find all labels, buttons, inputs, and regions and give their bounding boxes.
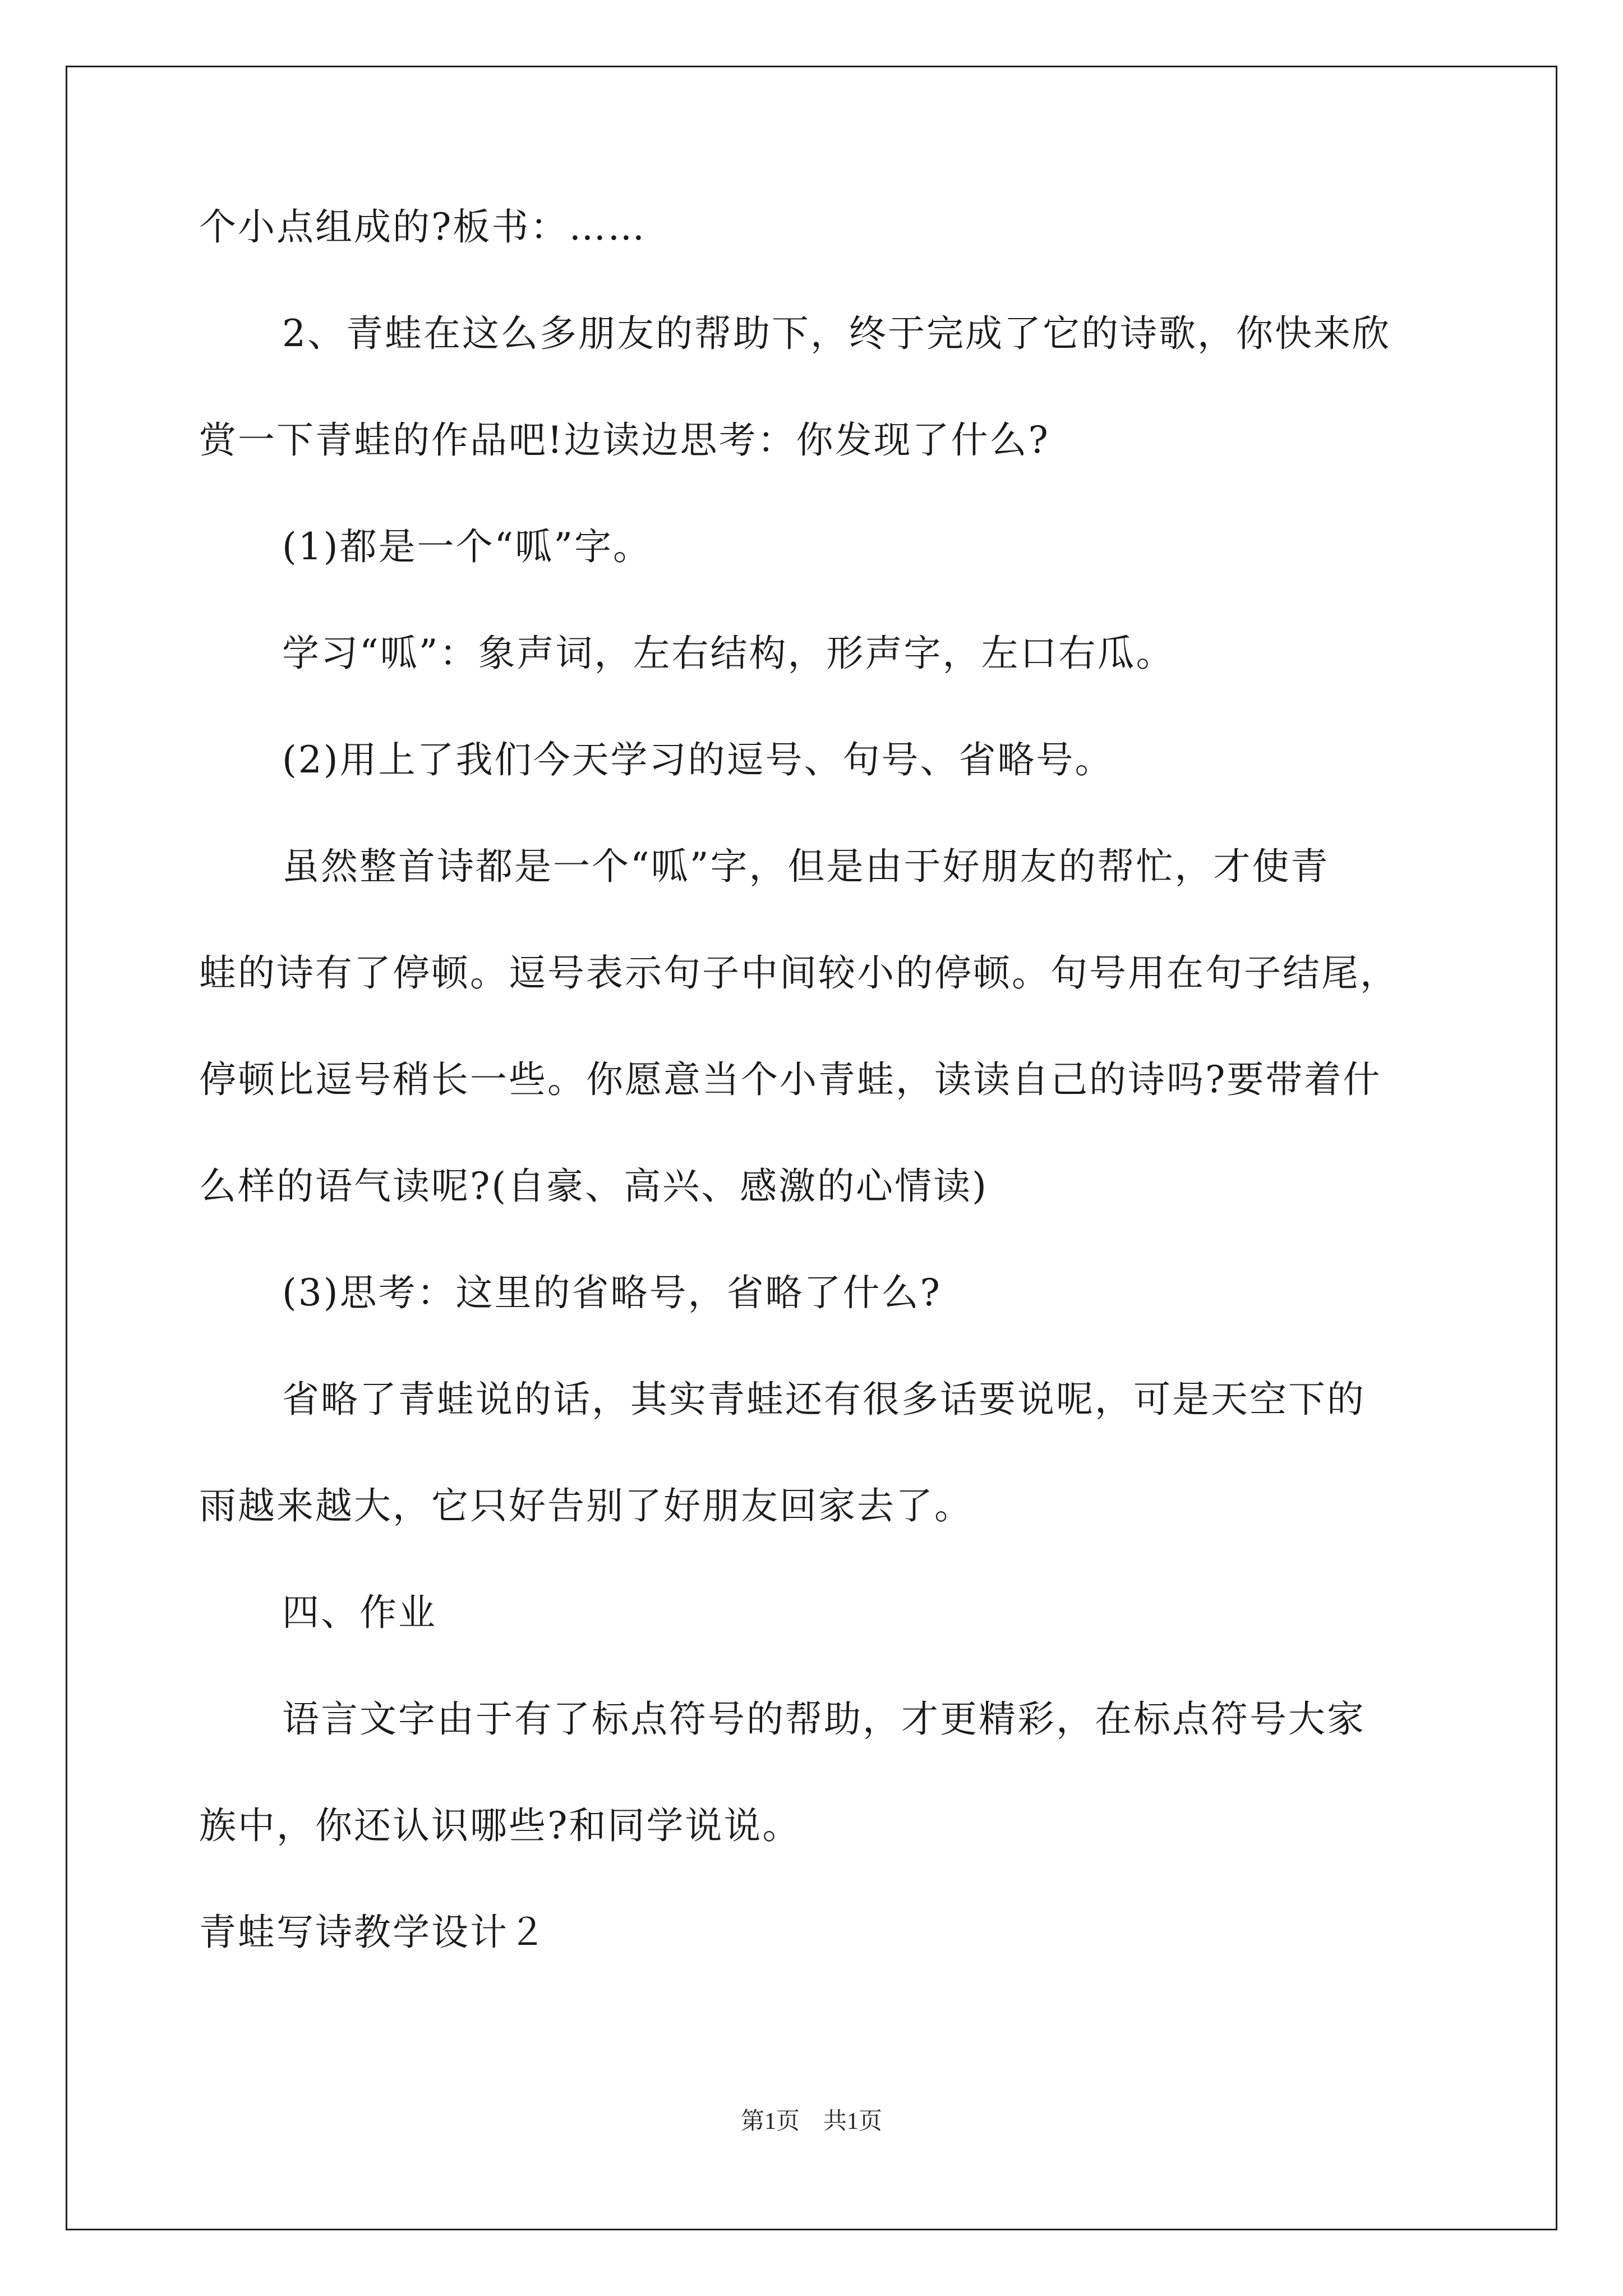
text-line: 省略了青蛙说的话，其实青蛙还有很多话要说呢，可是天空下的 (282, 1378, 1366, 1421)
text-line: 2、青蛙在这么多朋友的帮助下，终于完成了它的诗歌，你快来欣 (282, 312, 1391, 355)
text-line: 雨越来越大，它只好告别了好朋友回家去了。 (199, 1484, 973, 1527)
text-line: 个小点组成的?板书：…… (199, 205, 647, 249)
section-heading: 四、作业 (282, 1591, 437, 1634)
document-title: 青蛙写诗教学设计２ (199, 1911, 547, 1954)
text-line: (3)思考：这里的省略号，省略了什么? (282, 1271, 942, 1314)
text-line: 赏一下青蛙的作品吧!边读边思考：你发现了什么? (199, 418, 1050, 462)
text-line: 学习“呱”：象声词，左右结构，形声字，左口右瓜。 (282, 632, 1175, 675)
text-line: 么样的语气读呢?(自豪、高兴、感激的心情读) (199, 1165, 988, 1208)
page-number: 第1页 共1页 (740, 2109, 882, 2134)
text-line: 停顿比逗号稍长一些。你愿意当个小青蛙，读读自己的诗吗?要带着什 (199, 1058, 1382, 1101)
text-line: 蛙的诗有了停顿。逗号表示句子中间较小的停顿。句号用在句子结尾， (199, 951, 1399, 995)
text-line: (2)用上了我们今天学习的逗号、句号、省略号。 (282, 738, 1114, 781)
page-border (66, 66, 1557, 2230)
text-line: 虽然整首诗都是一个“呱”字，但是由于好朋友的帮忙，才使青 (282, 845, 1330, 888)
text-line: 族中，你还认识哪些?和同学说说。 (199, 1804, 801, 1847)
text-line: (1)都是一个“呱”字。 (282, 525, 652, 568)
text-line: 语言文字由于有了标点符号的帮助，才更精彩，在标点符号大家 (282, 1697, 1366, 1741)
